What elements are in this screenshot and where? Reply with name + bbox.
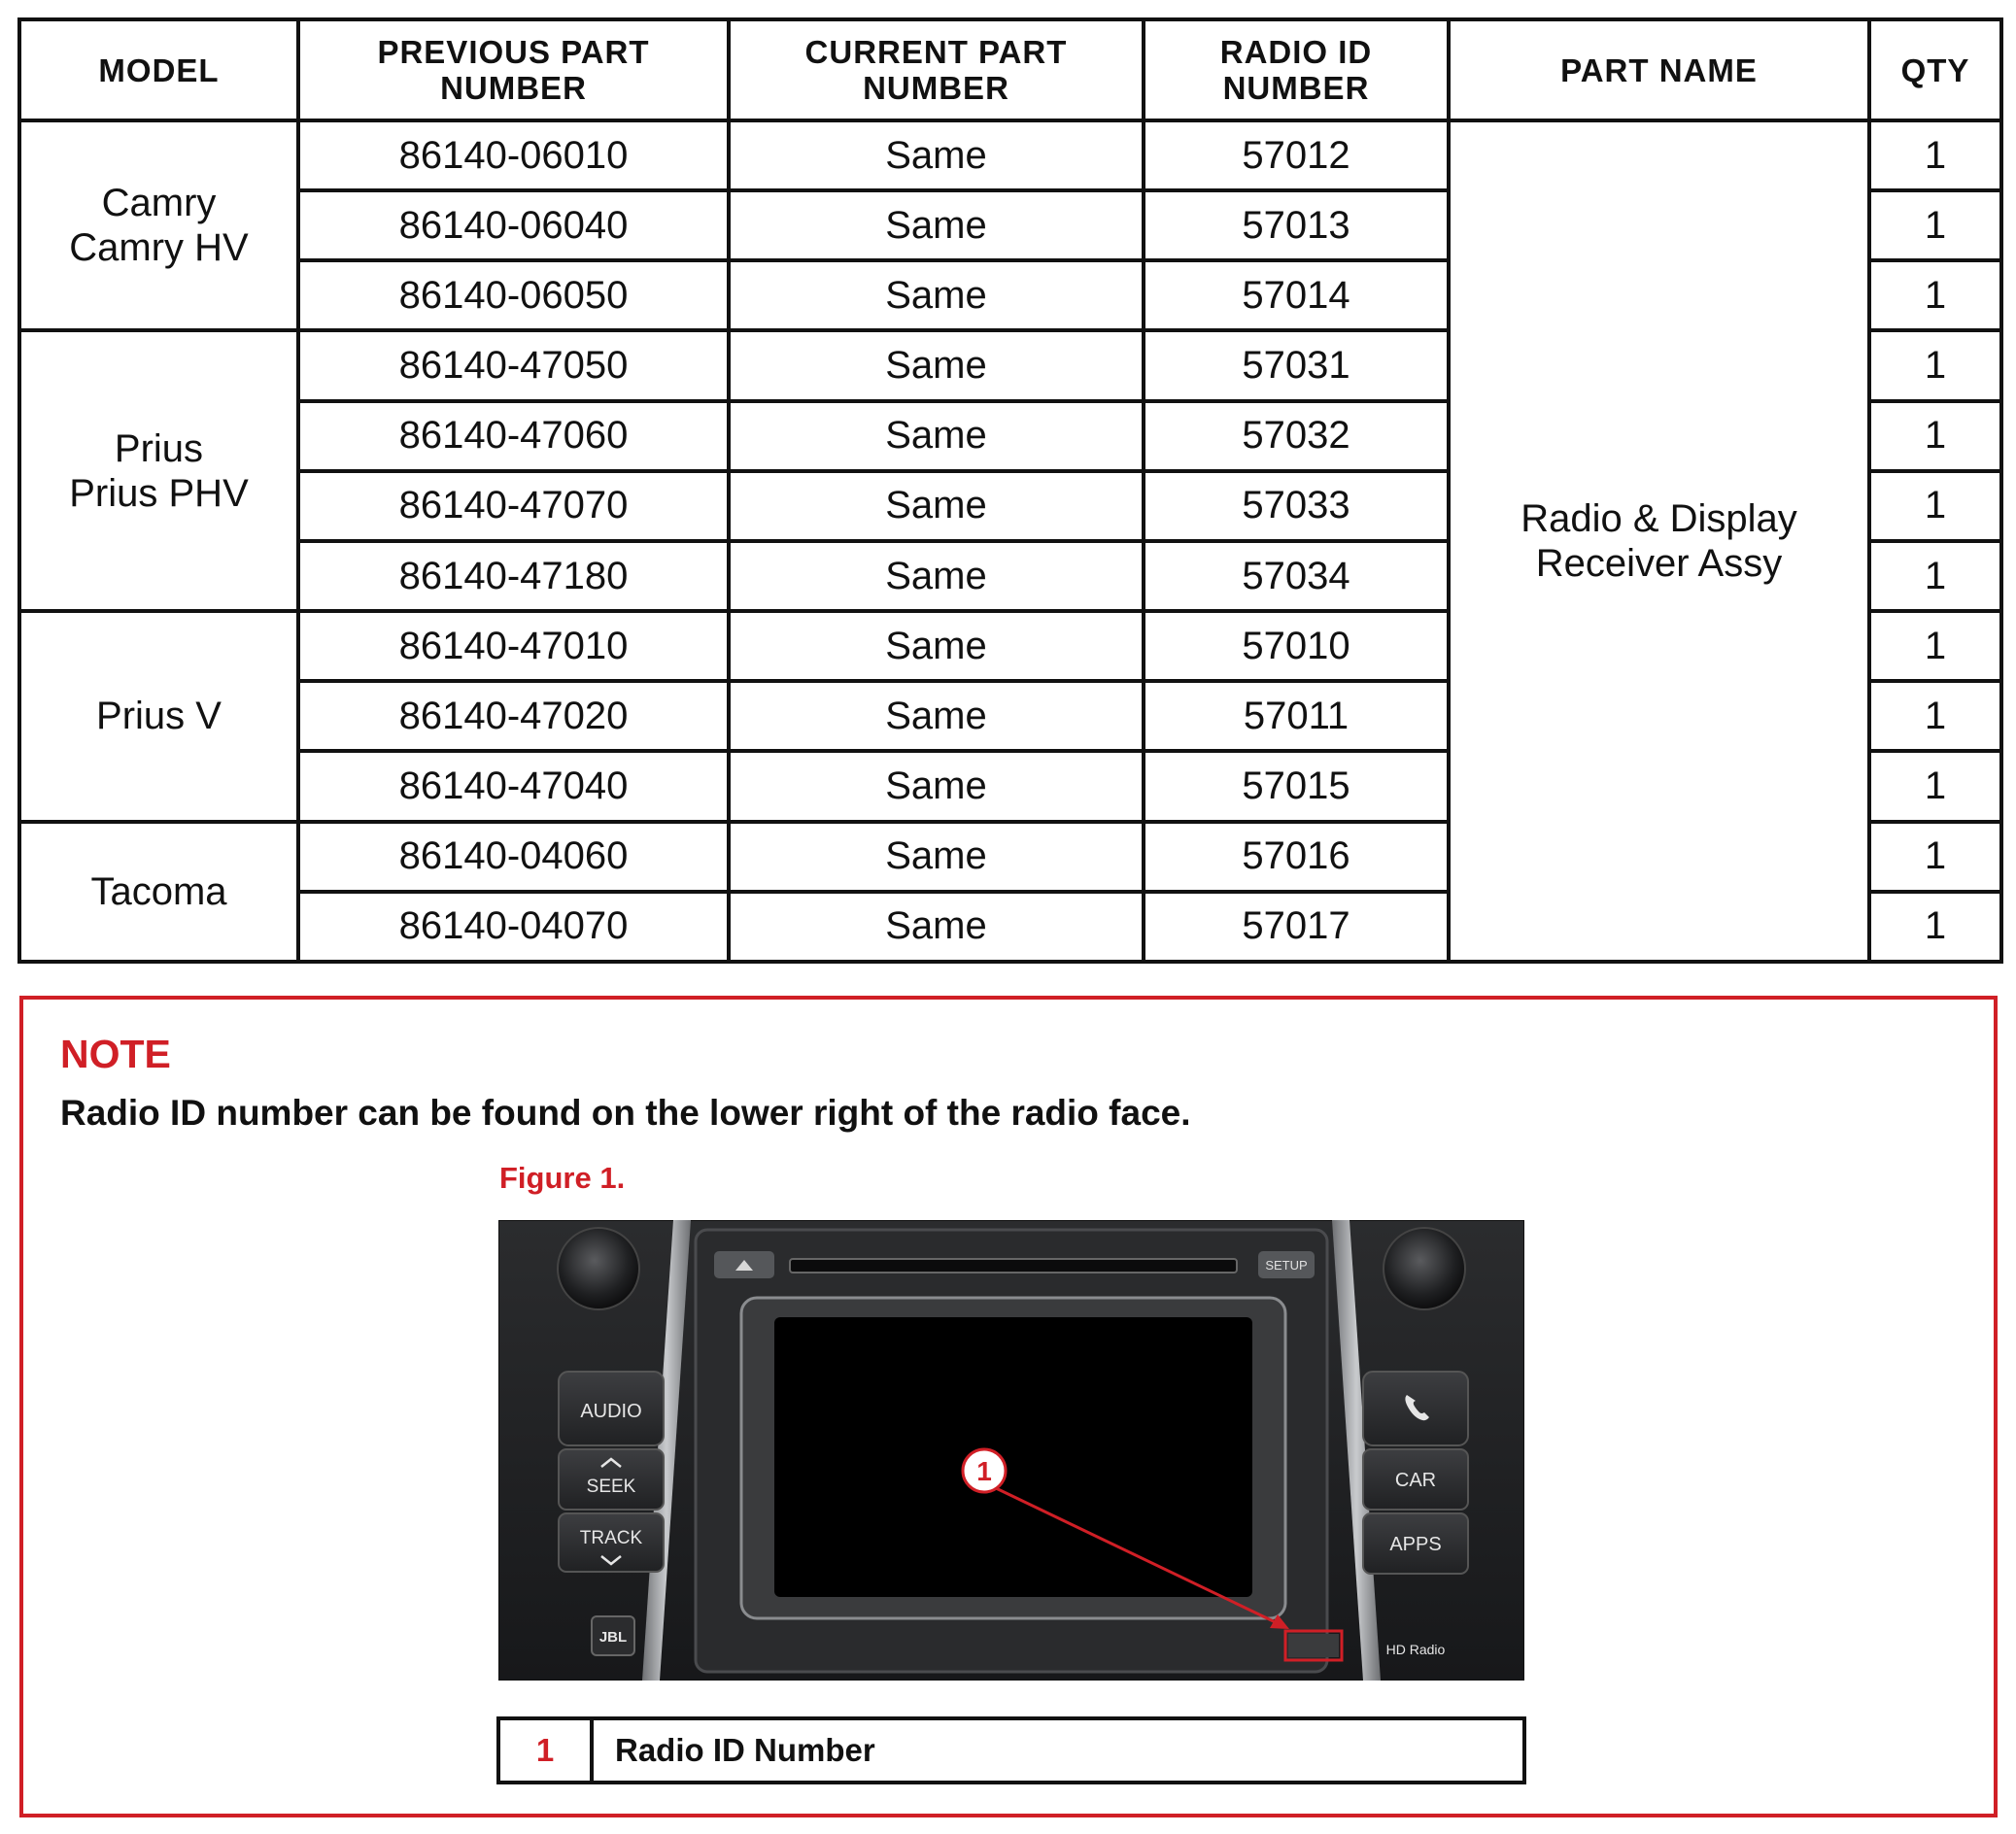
model-name-line: Camry bbox=[101, 182, 217, 225]
legend-number: 1 bbox=[498, 1718, 592, 1783]
previous-part-number-cell: 86140-47010 bbox=[298, 611, 729, 681]
radio-id-number-cell: 57014 bbox=[1144, 260, 1449, 330]
current-part-number-cell: Same bbox=[729, 401, 1144, 471]
parts-table bbox=[17, 17, 2003, 964]
radio-id-number-cell: 57034 bbox=[1144, 541, 1449, 611]
track-label: TRACK bbox=[579, 1528, 643, 1548]
audio-label: AUDIO bbox=[580, 1401, 642, 1422]
radio-id-number-cell: 57012 bbox=[1144, 120, 1449, 190]
radio-id-number-cell: 57016 bbox=[1144, 822, 1449, 892]
cd-slot bbox=[790, 1259, 1237, 1273]
model-cell bbox=[19, 611, 298, 821]
car-label: CAR bbox=[1394, 1470, 1437, 1491]
tune-knob bbox=[1384, 1228, 1465, 1309]
note-title: NOTE bbox=[60, 1032, 171, 1076]
display-screen bbox=[774, 1317, 1252, 1597]
qty-cell: 1 bbox=[1869, 541, 2001, 611]
model-cell bbox=[19, 330, 298, 611]
qty-cell: 1 bbox=[1869, 892, 2001, 962]
note-box bbox=[19, 996, 1998, 1817]
radio-id-number-cell: 57013 bbox=[1144, 190, 1449, 260]
previous-part-number-cell: 86140-06040 bbox=[298, 190, 729, 260]
current-part-number-cell: Same bbox=[729, 120, 1144, 190]
header-radio-id-number: RADIO ID NUMBER bbox=[1144, 19, 1449, 120]
figure-label: Figure 1. bbox=[499, 1161, 626, 1195]
current-part-number-cell: Same bbox=[729, 822, 1144, 892]
header-current-part-number: CURRENT PART NUMBER bbox=[729, 19, 1144, 120]
qty-cell: 1 bbox=[1869, 611, 2001, 681]
previous-part-number-cell: 86140-47180 bbox=[298, 541, 729, 611]
part-name-line: Receiver Assy bbox=[1535, 542, 1783, 585]
part-name-line: Radio & Display bbox=[1521, 497, 1797, 540]
model-name-line: Prius PHV bbox=[69, 471, 249, 515]
header-previous-part-number: PREVIOUS PART NUMBER bbox=[298, 19, 729, 120]
previous-part-number-cell: 86140-47060 bbox=[298, 401, 729, 471]
jbl-label: JBL bbox=[598, 1629, 628, 1646]
setup-label: SETUP bbox=[1265, 1258, 1308, 1273]
model-cell bbox=[19, 120, 298, 330]
parts-table-body bbox=[19, 120, 2001, 962]
current-part-number-cell: Same bbox=[729, 892, 1144, 962]
radio-figure bbox=[498, 1220, 1524, 1681]
header-qty: QTY bbox=[1869, 19, 2001, 120]
radio-id-sticker bbox=[1288, 1634, 1339, 1657]
qty-cell: 1 bbox=[1869, 260, 2001, 330]
hd-radio-label: HD Radio bbox=[1385, 1642, 1446, 1657]
current-part-number-cell: Same bbox=[729, 541, 1144, 611]
header-part-name: PART NAME bbox=[1449, 19, 1869, 120]
qty-cell: 1 bbox=[1869, 330, 2001, 400]
previous-part-number-cell: 86140-47050 bbox=[298, 330, 729, 400]
volume-knob bbox=[558, 1228, 639, 1309]
current-part-number-cell: Same bbox=[729, 751, 1144, 821]
model-name-line: Camry HV bbox=[69, 226, 249, 270]
model-name-line: Prius bbox=[114, 426, 204, 470]
qty-cell: 1 bbox=[1869, 471, 2001, 541]
previous-part-number-cell: 86140-47070 bbox=[298, 471, 729, 541]
legend-table bbox=[496, 1716, 1526, 1784]
seek-label: SEEK bbox=[586, 1477, 636, 1497]
qty-cell: 1 bbox=[1869, 401, 2001, 471]
model-name-line: Tacoma bbox=[90, 869, 227, 913]
qty-cell: 1 bbox=[1869, 751, 2001, 821]
previous-part-number-cell: 86140-47020 bbox=[298, 681, 729, 751]
previous-part-number-cell: 86140-04060 bbox=[298, 822, 729, 892]
qty-cell: 1 bbox=[1869, 120, 2001, 190]
previous-part-number-cell: 86140-04070 bbox=[298, 892, 729, 962]
radio-id-number-cell: 57015 bbox=[1144, 751, 1449, 821]
qty-cell: 1 bbox=[1869, 822, 2001, 892]
callout-number: 1 bbox=[976, 1456, 992, 1486]
note-text: Radio ID number can be found on the lower right of the radio face. bbox=[60, 1093, 1191, 1133]
header-model: MODEL bbox=[19, 19, 298, 120]
current-part-number-cell: Same bbox=[729, 330, 1144, 400]
radio-id-number-cell: 57017 bbox=[1144, 892, 1449, 962]
model-cell bbox=[19, 822, 298, 962]
current-part-number-cell: Same bbox=[729, 681, 1144, 751]
current-part-number-cell: Same bbox=[729, 471, 1144, 541]
part-name-cell bbox=[1449, 120, 1869, 962]
previous-part-number-cell: 86140-47040 bbox=[298, 751, 729, 821]
radio-id-number-cell: 57031 bbox=[1144, 330, 1449, 400]
current-part-number-cell: Same bbox=[729, 611, 1144, 681]
radio-id-number-cell: 57010 bbox=[1144, 611, 1449, 681]
current-part-number-cell: Same bbox=[729, 260, 1144, 330]
qty-cell: 1 bbox=[1869, 190, 2001, 260]
table-header-row bbox=[19, 19, 2001, 120]
previous-part-number-cell: 86140-06010 bbox=[298, 120, 729, 190]
model-name-line: Prius V bbox=[96, 695, 222, 738]
legend-label: Radio ID Number bbox=[592, 1718, 1524, 1783]
table-row bbox=[19, 120, 2001, 190]
legend-row bbox=[498, 1718, 1524, 1783]
radio-id-number-cell: 57032 bbox=[1144, 401, 1449, 471]
current-part-number-cell: Same bbox=[729, 190, 1144, 260]
radio-id-number-cell: 57033 bbox=[1144, 471, 1449, 541]
apps-label: APPS bbox=[1389, 1534, 1442, 1555]
previous-part-number-cell: 86140-06050 bbox=[298, 260, 729, 330]
radio-id-number-cell: 57011 bbox=[1144, 681, 1449, 751]
qty-cell: 1 bbox=[1869, 681, 2001, 751]
